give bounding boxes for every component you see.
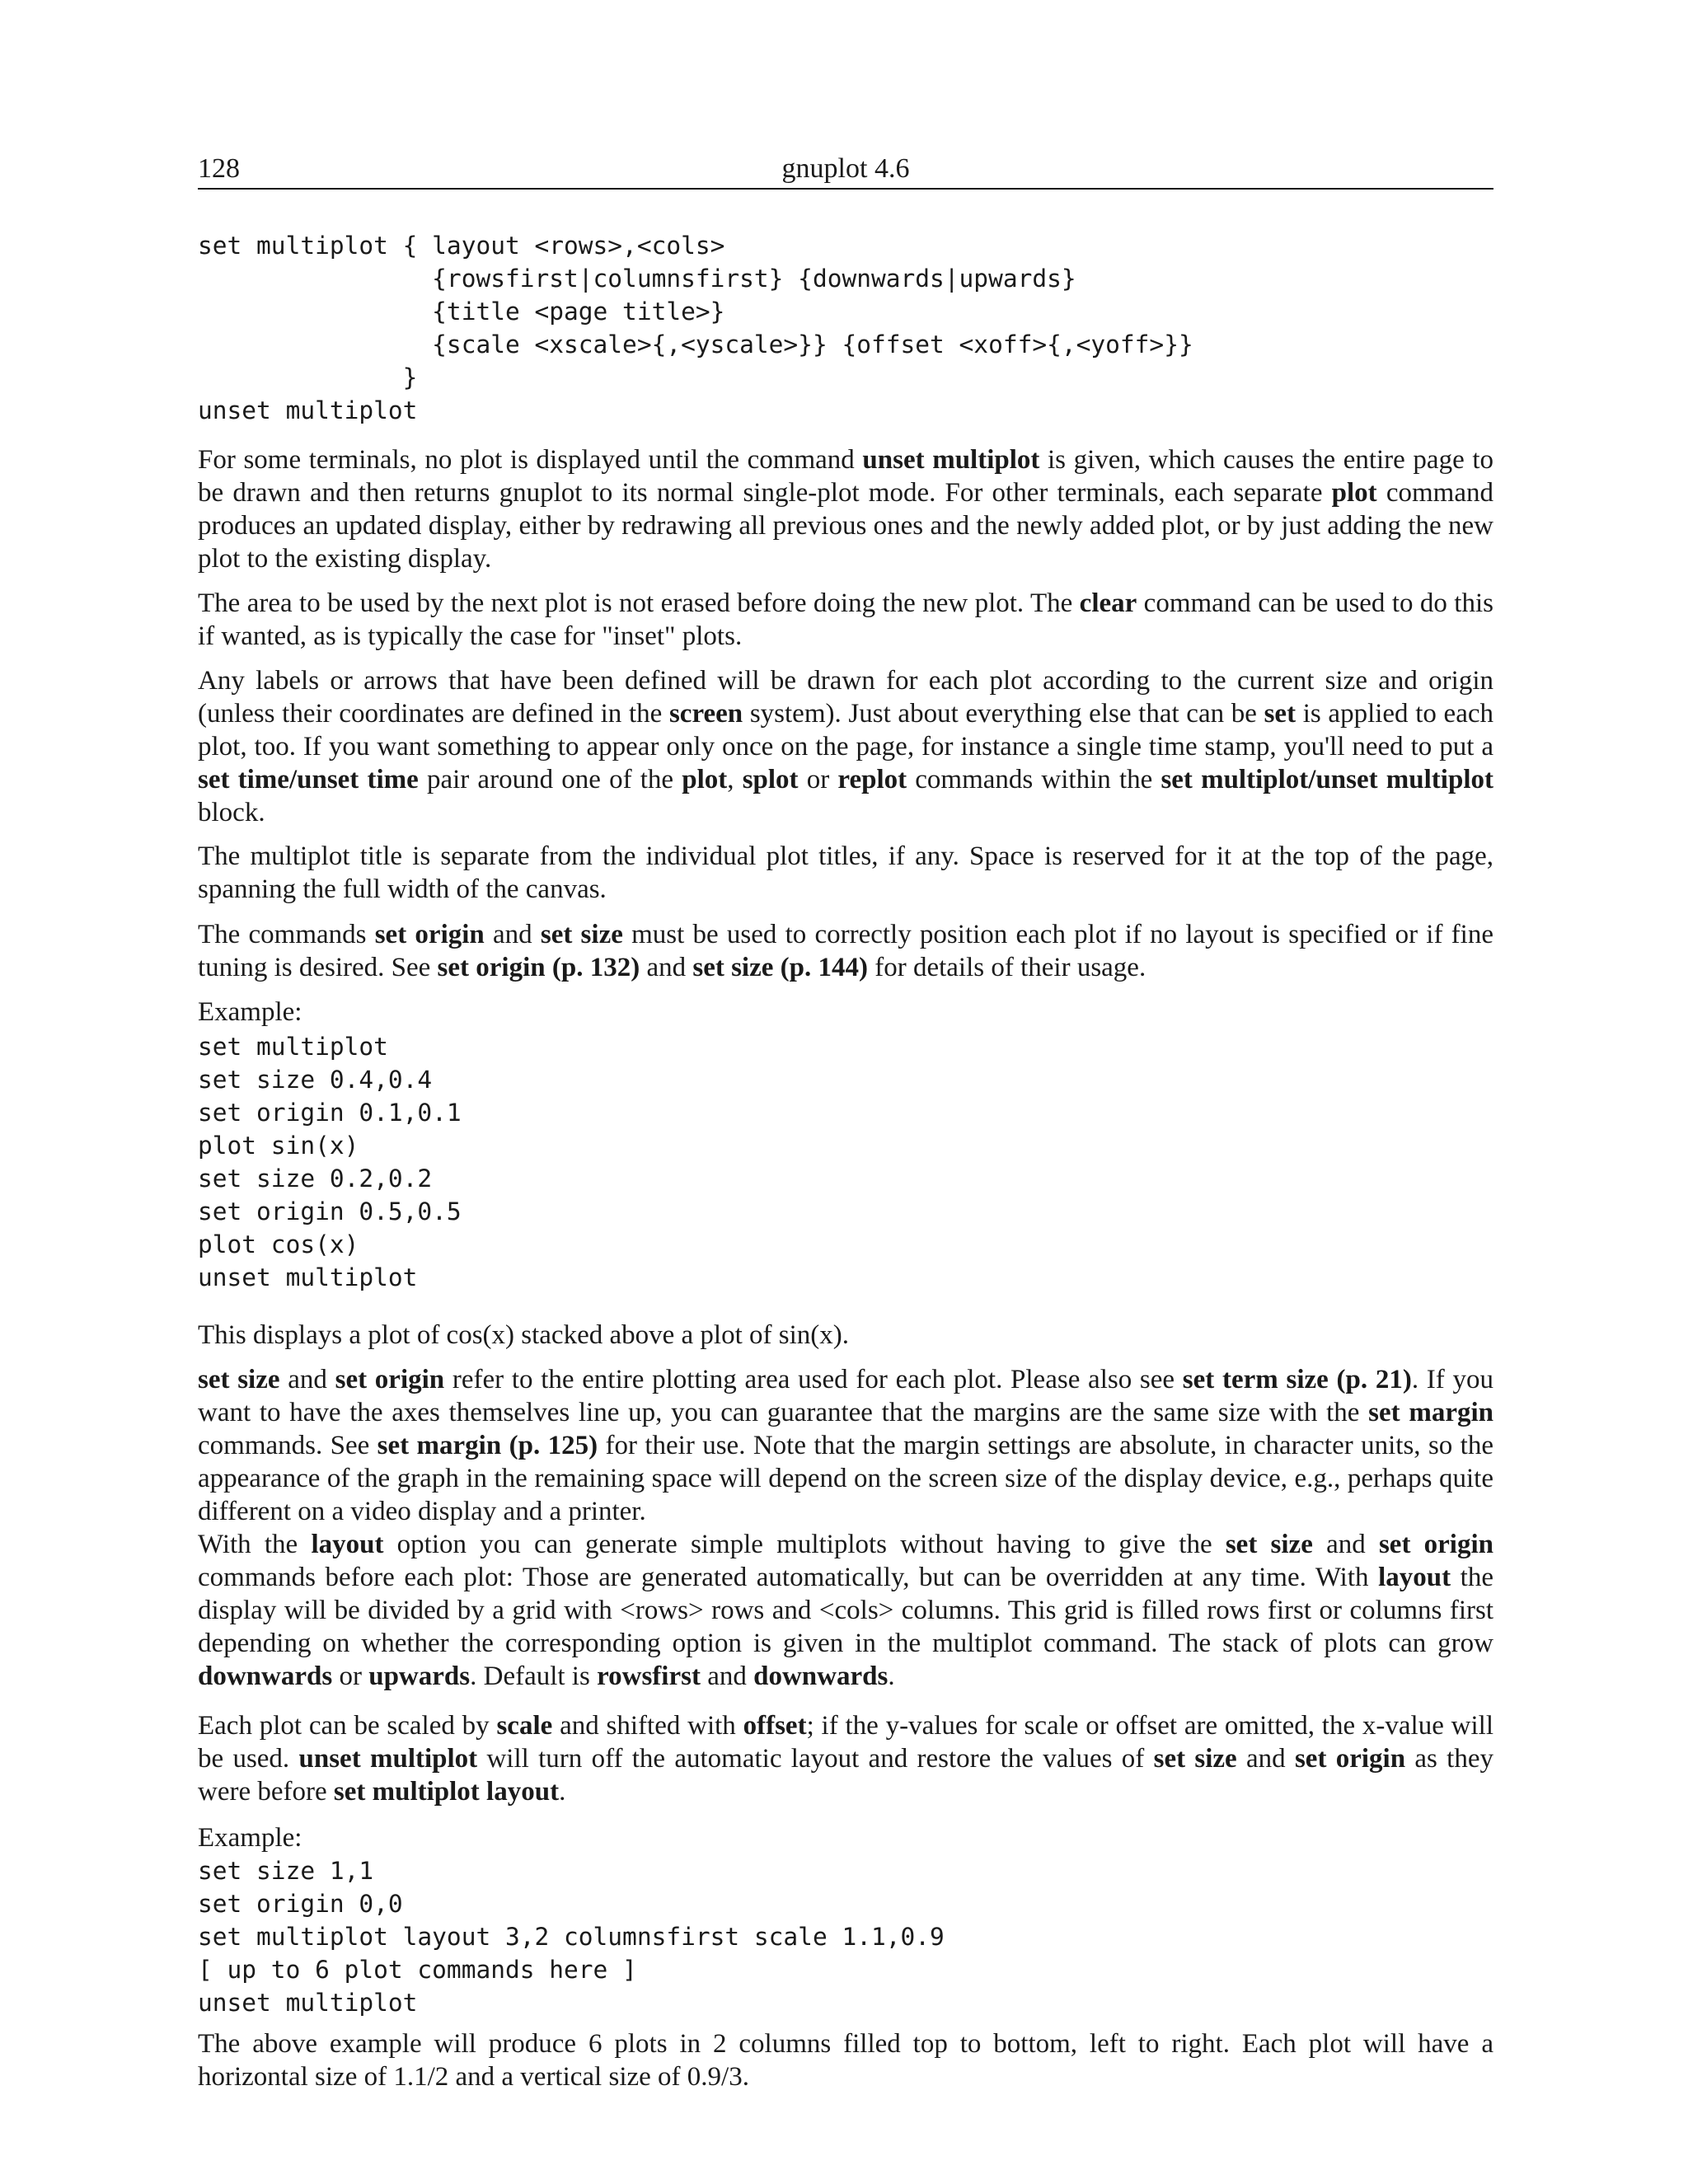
example-label [198,1821,1493,1854]
text-run: is given, which causes the entire page to be drawn and then returns gnuplot to its normal single-plot mode. For other terminals, each separate [198,445,1493,508]
bold-term: layout [1378,1563,1451,1592]
bold-term: downwards [753,1661,889,1691]
syntax-code-block: set multiplot { layout <rows>,<cols> {rowsfirst|columnsfirst} {downwards|upwards} {title <page title>} {scale <xscale>{,<yscale>}} {offset <xoff>{,<yoff>}} } unset multiplot [198,232,1193,424]
bold-term: set size [1153,1744,1237,1774]
text-run: pair around one of the [418,765,682,794]
paragraph [198,840,1493,906]
bold-term: set origin [335,1365,445,1394]
text-run: and [279,1365,335,1394]
bold-term: screen [668,699,743,729]
bold-term: set size [1225,1530,1313,1559]
text-run: With the [198,1530,312,1559]
text-run: . [559,1777,566,1807]
paragraph [198,1319,1493,1352]
text-run: The multiplot title is separate from the individual plot titles, if any. Space is reserved for it at the top of the page, spanning the full width of the canvas. [198,841,1493,904]
paragraph [198,664,1493,829]
example-code-block: set multiplot set size 0.4,0.4 set origin 0.1,0.1 plot sin(x) set size 0.2,0.2 set origin 0.5,0.5 plot cos(x) unset multiplot [198,1033,462,1291]
bold-term: set size [198,1365,280,1394]
text-run: This displays a plot of cos(x) stacked above a plot of sin(x). [198,1320,849,1350]
text-run: must be used to correctly position each plot if no layout is specified or if fine tuning is desired. See [198,920,1493,982]
text-run: block. [198,798,265,827]
text-run: and [484,920,541,949]
bold-term: rowsfirst [597,1661,701,1691]
bold-term: scale [496,1711,553,1741]
text-run: as they were before [198,1744,1493,1807]
text-run: Example: [198,1823,302,1853]
paragraph [198,2027,1493,2093]
text-run: ; if the y-values for scale or offset are omitted, the x-value will be used. [198,1711,1493,1774]
bold-term: replot [837,765,907,794]
bold-term: set margin [1368,1398,1493,1427]
text-run: for their use. Note that the margin settings are absolute, in character units, so the appearance of the graph in the remaining space will depend on the screen size of the display device, e.g., perhaps quite different on a video display and a printer. [198,1431,1494,1526]
paragraph [198,443,1493,575]
bold-term: set size [540,920,623,949]
text-run: command produces an updated display, either by redrawing all previous ones and the newly added plot, or by just adding the new plot to the existing display. [198,478,1493,574]
text-run: commands before each plot: Those are generated automatically, but can be overridden at any time. With [198,1563,1379,1592]
bold-term: upwards [368,1661,471,1691]
paragraph [198,1709,1493,1808]
paragraph [198,1363,1493,1528]
bold-term: set origin [1378,1530,1493,1559]
bold-term: set origin (p. 132) [437,953,640,982]
paragraph [198,587,1493,653]
bold-term: clear [1079,588,1137,618]
bold-term: downwards [198,1661,333,1691]
text-run: . Default is [470,1661,598,1691]
bold-term: layout [311,1530,384,1559]
example-label [198,996,1493,1029]
text-run: for details of their usage. [867,953,1146,982]
text-run: The area to be used by the next plot is not erased before doing the new plot. The [198,588,1080,618]
bold-term: set origin [374,920,485,949]
text-run: Any labels or arrows that have been defined will be drawn for each plot according to the current size and origin (unless their coordinates are defined in the [198,666,1493,729]
text-run: and [1312,1530,1379,1559]
text-run: commands. See [198,1431,377,1460]
text-run: refer to the entire plotting area used for each plot. Please also see [444,1365,1183,1394]
text-run: and [640,953,693,982]
text-run: and [1236,1744,1295,1774]
text-run: , [727,765,743,794]
bold-term: set [1264,699,1296,729]
bold-term: set multiplot layout [333,1777,560,1807]
text-run: or [798,765,838,794]
bold-term: set multiplot/unset multiplot [1160,765,1493,794]
page-header [198,148,1493,190]
document-page [198,148,1494,2092]
text-run: the display will be divided by a grid with <rows> rows and <cols> columns. This grid is filled rows first or columns first depending on whether the corresponding option is given in the multiplot command. The stack of plots can grow [198,1563,1493,1658]
page-number: 128 [198,153,240,184]
text-run: system). Just about everything else that can be [743,699,1264,729]
text-run: The above example will produce 6 plots in 2 columns filled top to bottom, left to right. Each plot will have a horizontal size of 1.1/2 and a vertical size of 0.9/3. [198,2029,1493,2092]
text-run: Each plot can be scaled by [198,1711,497,1741]
bold-term: plot [1331,478,1377,508]
running-title: gnuplot 4.6 [781,153,910,184]
text-run: and [700,1661,754,1691]
text-run: command can be used to do this if wanted, as is typically the case for "inset" plots. [198,588,1493,651]
bold-term: offset [743,1711,807,1741]
bold-term: plot [682,765,728,794]
text-run: and shifted with [552,1711,743,1741]
bold-term: set term size (p. 21) [1182,1365,1412,1394]
text-run: is applied to each plot, too. If you want something to appear only once on the page, for instance a single time stamp, you'll need to put a [198,699,1493,762]
text-run: or [332,1661,369,1691]
paragraph [198,1528,1493,1693]
text-run: The commands [198,920,375,949]
text-run: Example: [198,997,302,1027]
bold-term: set margin (p. 125) [377,1431,598,1460]
paragraph [198,918,1493,984]
bold-term: unset multiplot [298,1744,478,1774]
text-run: commands within the [907,765,1161,794]
bold-term: set origin [1294,1744,1406,1774]
bold-term: set time/unset time [198,765,419,794]
text-run: . If you want to have the axes themselves line up, you can guarantee that the margins are the same size with the [198,1365,1493,1427]
text-run: option you can generate simple multiplots without having to give the [383,1530,1226,1559]
bold-term: splot [742,765,799,794]
example-code-block: set size 1,1 set origin 0,0 set multiplot layout 3,2 columnsfirst scale 1.1,0.9 [ up to 6 plot commands here ] unset multiplot [198,1857,945,2017]
bold-term: set size (p. 144) [692,953,868,982]
text-run: will turn off the automatic layout and restore the values of [477,1744,1154,1774]
bold-term: unset multiplot [862,445,1040,475]
text-run: . [888,1661,895,1691]
text-run: For some terminals, no plot is displayed until the command [198,445,863,475]
